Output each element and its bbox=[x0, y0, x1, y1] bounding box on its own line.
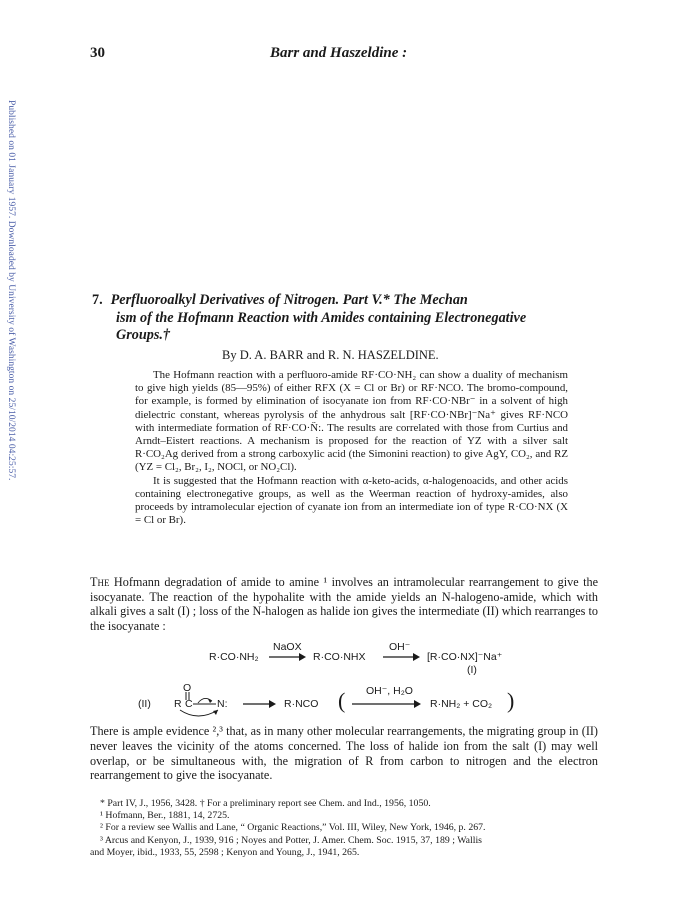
hydrolysis-products: R·NH₂ + CO₂ bbox=[430, 698, 493, 710]
carbonyl-oxygen: O bbox=[183, 682, 192, 694]
migrating-group: R bbox=[174, 698, 182, 710]
page-number: 30 bbox=[90, 45, 105, 61]
lead-word: The bbox=[90, 575, 110, 589]
migration-curved-arrow bbox=[176, 708, 222, 720]
abstract-paragraph-1: The Hofmann reaction with a perfluoro-amide RF·CO·NH₂ can show a duality of mechanism to give high yields (85—95%) of either RFX (X = Cl or Br) or RF·NCO. The bromo-compound, for example, is formed by elimination of isocyanate ion from RF·CO·NBr⁻ in a solvent of high dielectric constant, whereas pyrolysis of the anhydrous salt [RF·CO·NBr]⁻Na⁺ gives RF·NCO with intermediate formation of RF·CO·N̈:. The results are correlated with those from Curtius and Arndt–Eistert reactions. A mechanism is proposed for the reaction of YZ with a silver salt R·CO₂Ag derived from a strong carboxylic acid (the Simonini reaction) to give AgY, CO₂, and RZ (YZ = Cl₂, Br₂, I₂, NOCl, or NO₂Cl). bbox=[135, 369, 568, 474]
salt-formula: [R·CO·NX]⁻Na⁺ bbox=[427, 651, 503, 663]
reaction-arrow-4 bbox=[350, 698, 422, 710]
running-title: Barr and Haszeldine : bbox=[270, 45, 408, 61]
body-paragraph-2: There is ample evidence ²,³ that, as in many other molecular rearrangements, the migrating group in (II) never leaves the vicinity of the atoms concerned. The loss of halide ion from the salt (I) may well overlap, or be simultaneous with, the migration of R from carbon to nitrogen and the electron rearrangement to give the isocyanate. bbox=[90, 724, 598, 783]
reaction-scheme-1 bbox=[209, 641, 569, 677]
nitrene-nitrogen: N: bbox=[217, 698, 228, 710]
body-paragraph-1-block bbox=[90, 575, 598, 633]
body-paragraph-1-text: Hofmann degradation of amide to amine ¹ involves an intramolecular rearrangement to give the isocyanate. The reaction of the hypohalite with the amide yields an N-halogeno-amide, which with alkali gives a salt (I) ; loss of the N-halogen as halide ion gives the intermediate (II) which rearranges to the isocyanate : bbox=[90, 575, 598, 633]
amide-formula: R·CO·NH₂ bbox=[209, 651, 259, 663]
footnote-3-continued: and Moyer, ibid., 1933, 55, 2598 ; Kenyon and Young, J., 1941, 265. bbox=[90, 846, 360, 858]
haloamide-formula: R·CO·NHX bbox=[313, 651, 366, 663]
running-header bbox=[90, 45, 610, 65]
title-line-3: Groups.† bbox=[116, 327, 171, 343]
salt-label: (I) bbox=[467, 664, 477, 676]
footnote-1: ¹ Hofmann, Ber., 1881, 14, 2725. bbox=[100, 810, 230, 822]
right-bracket: ) bbox=[507, 688, 515, 713]
reaction-arrow-2 bbox=[381, 651, 421, 663]
reaction-arrow-3 bbox=[241, 698, 277, 710]
intermediate-label: (II) bbox=[138, 698, 151, 710]
reagent-naox: NaOX bbox=[273, 641, 302, 653]
isocyanate-formula: R·NCO bbox=[284, 698, 319, 710]
download-stamp-text: Published on 01 January 1957. Downloaded by University of Washington on 25/10/2014 04:25:57. bbox=[6, 100, 16, 481]
download-stamp bbox=[4, 100, 16, 620]
reagent-hydrolysis: OH⁻, H₂O bbox=[366, 685, 413, 697]
reaction-arrow-1 bbox=[267, 651, 307, 663]
reagent-hydroxide: OH⁻ bbox=[389, 641, 411, 653]
title-line-2: ism of the Hofmann Reaction with Amides containing Electronegative bbox=[116, 309, 527, 326]
carbonyl-carbon: C bbox=[185, 698, 193, 710]
abstract bbox=[135, 369, 568, 527]
article-title bbox=[92, 292, 612, 345]
footnote-3: ³ Arcus and Kenyon, J., 1939, 916 ; Noyes and Potter, J. Amer. Chem. Soc. 1915, 37, 189 ; Wallis bbox=[100, 834, 482, 846]
article-number: 7. bbox=[92, 292, 103, 308]
footnotes bbox=[90, 798, 600, 859]
body-paragraph-2-block bbox=[90, 724, 598, 783]
article-authors: By D. A. BARR and R. N. HASZELDINE. bbox=[222, 348, 439, 362]
title-line-1: Perfluoroalkyl Derivatives of Nitrogen. Part V.* The Mechan bbox=[110, 292, 468, 308]
footnote-2: ² For a review see Wallis and Lane, “ Organic Reactions,” Vol. III, Wiley, New York, 1946, p. 267. bbox=[100, 822, 486, 834]
left-bracket: ( bbox=[338, 688, 346, 713]
reaction-scheme-2 bbox=[138, 682, 598, 722]
footnote-star-dagger: * Part IV, J., 1956, 3428. † For a preliminary report see Chem. and Ind., 1956, 1050. bbox=[100, 798, 431, 809]
body-paragraph-1 bbox=[90, 575, 598, 633]
abstract-paragraph-2: It is suggested that the Hofmann reaction with α-keto-acids, α-halogenoacids, and other acids containing electronegative groups, as well as the Weerman reaction of hydroxy-amides, also proceeds by intramolecular ejection of cyanate ion from an intermediate ion of type R·CO·NX (X = Cl or Br). bbox=[135, 474, 568, 527]
